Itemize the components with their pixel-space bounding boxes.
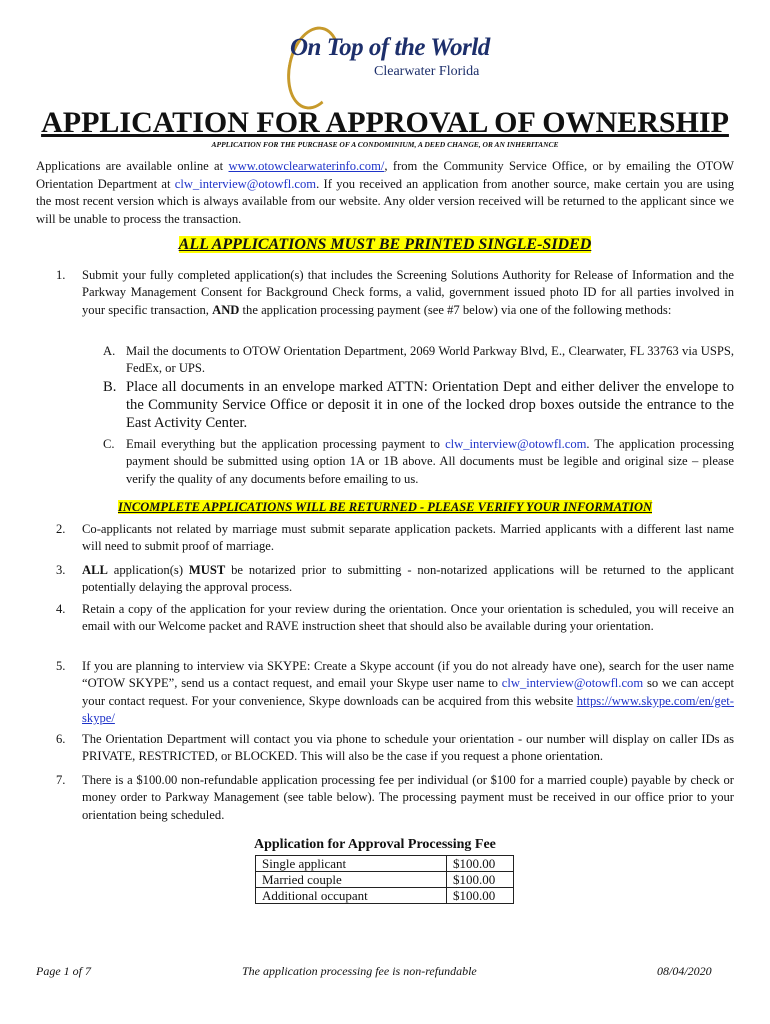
- page-subtitle: APPLICATION FOR THE PURCHASE OF A CONDOMINIUM, A DEED CHANGE, OR AN INHERITANCE: [211, 140, 559, 149]
- item-number: 7.: [56, 773, 66, 787]
- list-item-6: [56, 731, 734, 766]
- otow-logo: [286, 20, 490, 82]
- method-c: [103, 436, 734, 488]
- list-item-5: [56, 658, 734, 728]
- fee-label: Married couple: [256, 872, 447, 888]
- method-text: Place all documents in an envelope marked ATTN: Orientation Dept and either deliver the envelope to the Community Service Office or deposit it in one of the locked drop boxes outside the entrance to the East Activity Center.: [126, 379, 734, 431]
- item-bold-text: MUST: [188, 563, 226, 577]
- intro-text-2: , from the Community Service Office, or by emailing the OTOW Orientation Department at: [36, 159, 734, 191]
- fee-amount: $100.00: [447, 872, 514, 888]
- fee-amount: $100.00: [447, 856, 514, 872]
- item-text: Co-applicants not related by marriage must submit separate application packets. Married applicants with a different last name will need to submit proof of marriage.: [82, 522, 734, 554]
- method-letter: A.: [103, 344, 116, 358]
- list-item-1: [56, 267, 734, 319]
- item-text: be notarized prior to submitting - non-notarized applications will be returned to the applicant potentially delaying the approval process.: [82, 563, 734, 595]
- intro-text-1: Applications are available online at: [36, 159, 229, 173]
- single-sided-banner: [0, 236, 770, 254]
- fee-label: Single applicant: [256, 856, 447, 872]
- incomplete-warning-text: INCOMPLETE APPLICATIONS WILL BE RETURNED - PLEASE VERIFY YOUR INFORMATION: [117, 500, 652, 514]
- email-link[interactable]: clw_interview@otowfl.com: [174, 176, 317, 191]
- list-item-2: [56, 521, 734, 556]
- item-number: 2.: [56, 522, 66, 536]
- logo-location: Clearwater Florida: [374, 64, 480, 79]
- item-number: 3.: [56, 563, 66, 577]
- table-row: [256, 856, 514, 872]
- method-text: . The application processing payment should be submitted using option 1A or 1B above. All documents must be legible and original size – please verify the quality of any documents before emailing to us.: [126, 437, 734, 486]
- item-text: so we can accept your contact request. For your convenience, Skype downloads can be acquired from this website: [82, 676, 735, 708]
- fee-table-title: Application for Approval Processing Fee: [254, 837, 496, 852]
- fee-amount: $100.00: [447, 888, 514, 904]
- item-number: 5.: [56, 659, 66, 673]
- item-text: The Orientation Department will contact you via phone to schedule your orientation - our number will display on caller IDs as PRIVATE, RESTRICTED, or BLOCKED. This will also be the case if you request a phone orientation.: [82, 732, 734, 764]
- method-text: Mail the documents to OTOW Orientation Department, 2069 World Parkway Blvd, E., Clearwater, FL 33763 via USPS, FedEx, or UPS.: [126, 344, 734, 376]
- footer-date: 08/04/2020: [657, 964, 712, 978]
- item-bold-text: AND: [212, 302, 240, 317]
- list-item-4: [56, 601, 734, 636]
- page-title: APPLICATION FOR APPROVAL OF OWNERSHIP: [41, 106, 729, 139]
- method-letter: C.: [103, 437, 115, 451]
- table-row: [256, 872, 514, 888]
- item-number: 4.: [56, 602, 66, 616]
- method-text: Email everything but the application processing payment to: [126, 437, 446, 451]
- website-link[interactable]: www.otowclearwaterinfo.com/: [228, 159, 385, 173]
- intro-paragraph: [36, 158, 734, 228]
- list-item-3: [56, 562, 734, 597]
- item-text: There is a $100.00 non-refundable application processing fee per individual (or $100 for a married couple) payable by check or money order to Parkway Management (see table below). The processing payment must be received in our office prior to your orientation being scheduled.: [82, 773, 734, 822]
- item-text: Submit your fully completed application(s) that includes the Screening Solutions Authority for Release of Information and the Parkway Management Consent for Background Check forms, a valid, government issued photo ID for all parties involved in your specific transaction,: [82, 268, 734, 317]
- intro-text-3: . If you received an application from another source, make certain you are using the most recent version which is always available from our website. Any older version received will be returned to the applicant since we will be unable to process the transaction.: [36, 176, 734, 226]
- item-text: the application processing payment (see #7 below) via one of the following methods:: [239, 302, 672, 317]
- item-number: 1.: [56, 268, 66, 282]
- single-sided-text: ALL APPLICATIONS MUST BE PRINTED SINGLE-SIDED: [178, 236, 592, 253]
- logo-name: On Top of the World: [290, 34, 490, 61]
- incomplete-warning-banner: [0, 500, 770, 515]
- method-a: [103, 343, 734, 378]
- list-item-7: [56, 772, 734, 824]
- fee-label: Additional occupant: [256, 888, 447, 904]
- item-number: 6.: [56, 732, 66, 746]
- item-text: Retain a copy of the application for your review during the orientation. Once your orientation is scheduled, you will receive an email with our Welcome packet and RAVE instruction sheet that should also be available during your orientation.: [82, 602, 734, 634]
- table-row: [256, 888, 514, 904]
- footer-note: The application processing fee is non-refundable: [242, 964, 477, 978]
- item-text: If you are planning to interview via SKYPE: Create a Skype account (if you do not already have one), search for the user name “OTOW SKYPE”, send us a contact request, and email your Skype user name to: [82, 659, 734, 691]
- email-link[interactable]: clw_interview@otowfl.com: [445, 437, 587, 451]
- method-letter: B.: [103, 379, 117, 395]
- item-text: application(s): [107, 563, 189, 577]
- email-link[interactable]: clw_interview@otowfl.com: [501, 676, 644, 691]
- item-bold-text: ALL: [82, 563, 108, 577]
- page-number: Page 1 of 7: [36, 964, 91, 978]
- fee-table: [255, 855, 514, 904]
- skype-download-link[interactable]: https://www.skype.com/en/get-skype/: [82, 693, 734, 726]
- method-b: [103, 378, 734, 432]
